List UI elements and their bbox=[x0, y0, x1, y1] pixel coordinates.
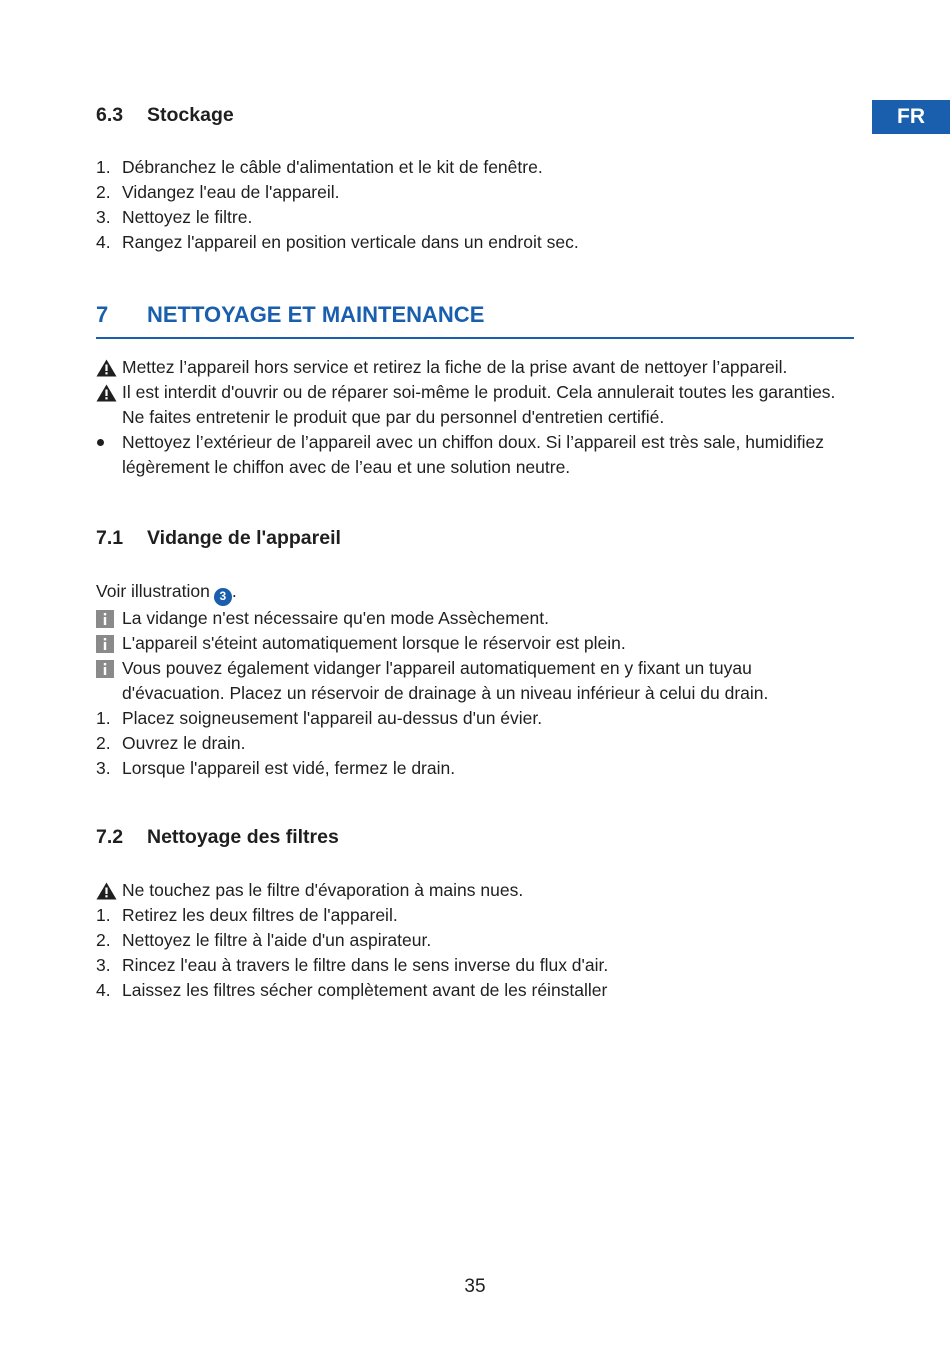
info-icon bbox=[96, 606, 122, 631]
list-item bbox=[96, 756, 836, 781]
list-item bbox=[96, 706, 836, 731]
maintenance-notes bbox=[96, 355, 836, 480]
filter-cleaning-content bbox=[96, 878, 836, 1003]
info-item bbox=[96, 631, 836, 656]
storage-steps bbox=[96, 155, 836, 255]
page-number: 35 bbox=[464, 1276, 486, 1297]
list-item bbox=[96, 230, 836, 255]
list-item bbox=[96, 928, 836, 953]
warning-text: Il est interdit d'ouvrir ou de réparer soi-même le produit. Cela annulerait toutes les garanties. Ne faites entretenir le produit que par du personnel d'entretien certifié. bbox=[122, 382, 836, 427]
warning-icon bbox=[96, 380, 122, 430]
section-heading-7-2 bbox=[96, 826, 339, 849]
step-text: Rangez l'appareil en position verticale dans un endroit sec. bbox=[122, 232, 579, 252]
step-text: Nettoyez le filtre à l'aide d'un aspirateur. bbox=[122, 930, 432, 950]
warning-text: Mettez l’appareil hors service et retirez la fiche de la prise avant de nettoyer l’appareil. bbox=[122, 357, 788, 377]
step-number: 1. bbox=[96, 157, 111, 177]
chapter-number: 7 bbox=[96, 302, 109, 327]
bullet-text: Nettoyez l’extérieur de l’appareil avec un chiffon doux. Si l’appareil est très sale, humidifiez légèrement le chiffon avec de l’eau et une solution neutre. bbox=[122, 432, 824, 477]
figure-number-badge: 3 bbox=[214, 588, 232, 606]
step-text: Laissez les filtres sécher complètement avant de les réinstaller bbox=[122, 980, 608, 1000]
warning-text: Ne touchez pas le filtre d'évaporation à mains nues. bbox=[122, 880, 524, 900]
step-number: 4. bbox=[96, 980, 111, 1000]
warning-item bbox=[96, 380, 836, 430]
step-text: Nettoyez le filtre. bbox=[122, 207, 253, 227]
step-text: Vidangez l'eau de l'appareil. bbox=[122, 182, 340, 202]
see-illustration-text: Voir illustration bbox=[96, 581, 210, 601]
step-number: 2. bbox=[96, 182, 111, 202]
info-item bbox=[96, 606, 836, 631]
info-text: L'appareil s'éteint automatiquement lorsque le réservoir est plein. bbox=[122, 632, 626, 653]
language-tab: FR bbox=[872, 100, 950, 134]
warning-icon bbox=[96, 355, 122, 380]
sentence-end: . bbox=[231, 581, 237, 601]
drain-content bbox=[96, 579, 836, 781]
warning-icon bbox=[96, 878, 122, 903]
info-text: La vidange n'est nécessaire qu'en mode Assèchement. bbox=[122, 607, 549, 628]
section-number: 7.1 bbox=[96, 527, 124, 549]
warning-item bbox=[96, 355, 836, 380]
info-text: Vous pouvez également vidanger l'appareil automatiquement en y fixant un tuyau d'évacuation. Placez un réservoir de drainage à un niveau inférieur à celui du drain. bbox=[122, 657, 769, 703]
step-number: 4. bbox=[96, 232, 111, 252]
section-title: Vidange de l'appareil bbox=[147, 527, 341, 549]
bullet-item bbox=[96, 430, 836, 480]
chapter-title: NETTOYAGE ET MAINTENANCE bbox=[147, 302, 485, 327]
list-item bbox=[96, 903, 836, 928]
list-item bbox=[96, 978, 836, 1003]
step-text: Débranchez le câble d'alimentation et le kit de fenêtre. bbox=[122, 157, 543, 177]
list-item bbox=[96, 180, 836, 205]
section-title: Stockage bbox=[147, 104, 234, 126]
info-icon bbox=[96, 631, 122, 656]
section-number: 6.3 bbox=[96, 104, 124, 126]
info-icon bbox=[96, 656, 122, 706]
section-title: Nettoyage des filtres bbox=[147, 826, 339, 848]
illustration-reference bbox=[96, 579, 836, 606]
step-text: Rincez l'eau à travers le filtre dans le sens inverse du flux d'air. bbox=[122, 955, 609, 975]
warning-item bbox=[96, 878, 836, 903]
step-text: Ouvrez le drain. bbox=[122, 732, 246, 753]
step-text: Lorsque l'appareil est vidé, fermez le drain. bbox=[122, 757, 456, 778]
step-number: 3. bbox=[96, 207, 111, 227]
section-heading-6-3 bbox=[96, 104, 234, 127]
step-number: 2. bbox=[96, 930, 111, 950]
section-heading-7-1 bbox=[96, 527, 341, 550]
step-text: Retirez les deux filtres de l'appareil. bbox=[122, 905, 398, 925]
list-item bbox=[96, 731, 836, 756]
section-number: 7.2 bbox=[96, 826, 124, 848]
step-number: 3. bbox=[96, 757, 111, 778]
bullet-icon bbox=[96, 430, 122, 480]
step-number: 3. bbox=[96, 955, 111, 975]
step-number: 1. bbox=[96, 905, 111, 925]
step-number: 1. bbox=[96, 707, 111, 728]
list-item bbox=[96, 205, 836, 230]
list-item bbox=[96, 953, 836, 978]
step-text: Placez soigneusement l'appareil au-dessus d'un évier. bbox=[122, 707, 543, 728]
list-item bbox=[96, 155, 836, 180]
info-item bbox=[96, 656, 836, 706]
step-number: 2. bbox=[96, 732, 111, 753]
chapter-heading-7 bbox=[96, 302, 854, 339]
